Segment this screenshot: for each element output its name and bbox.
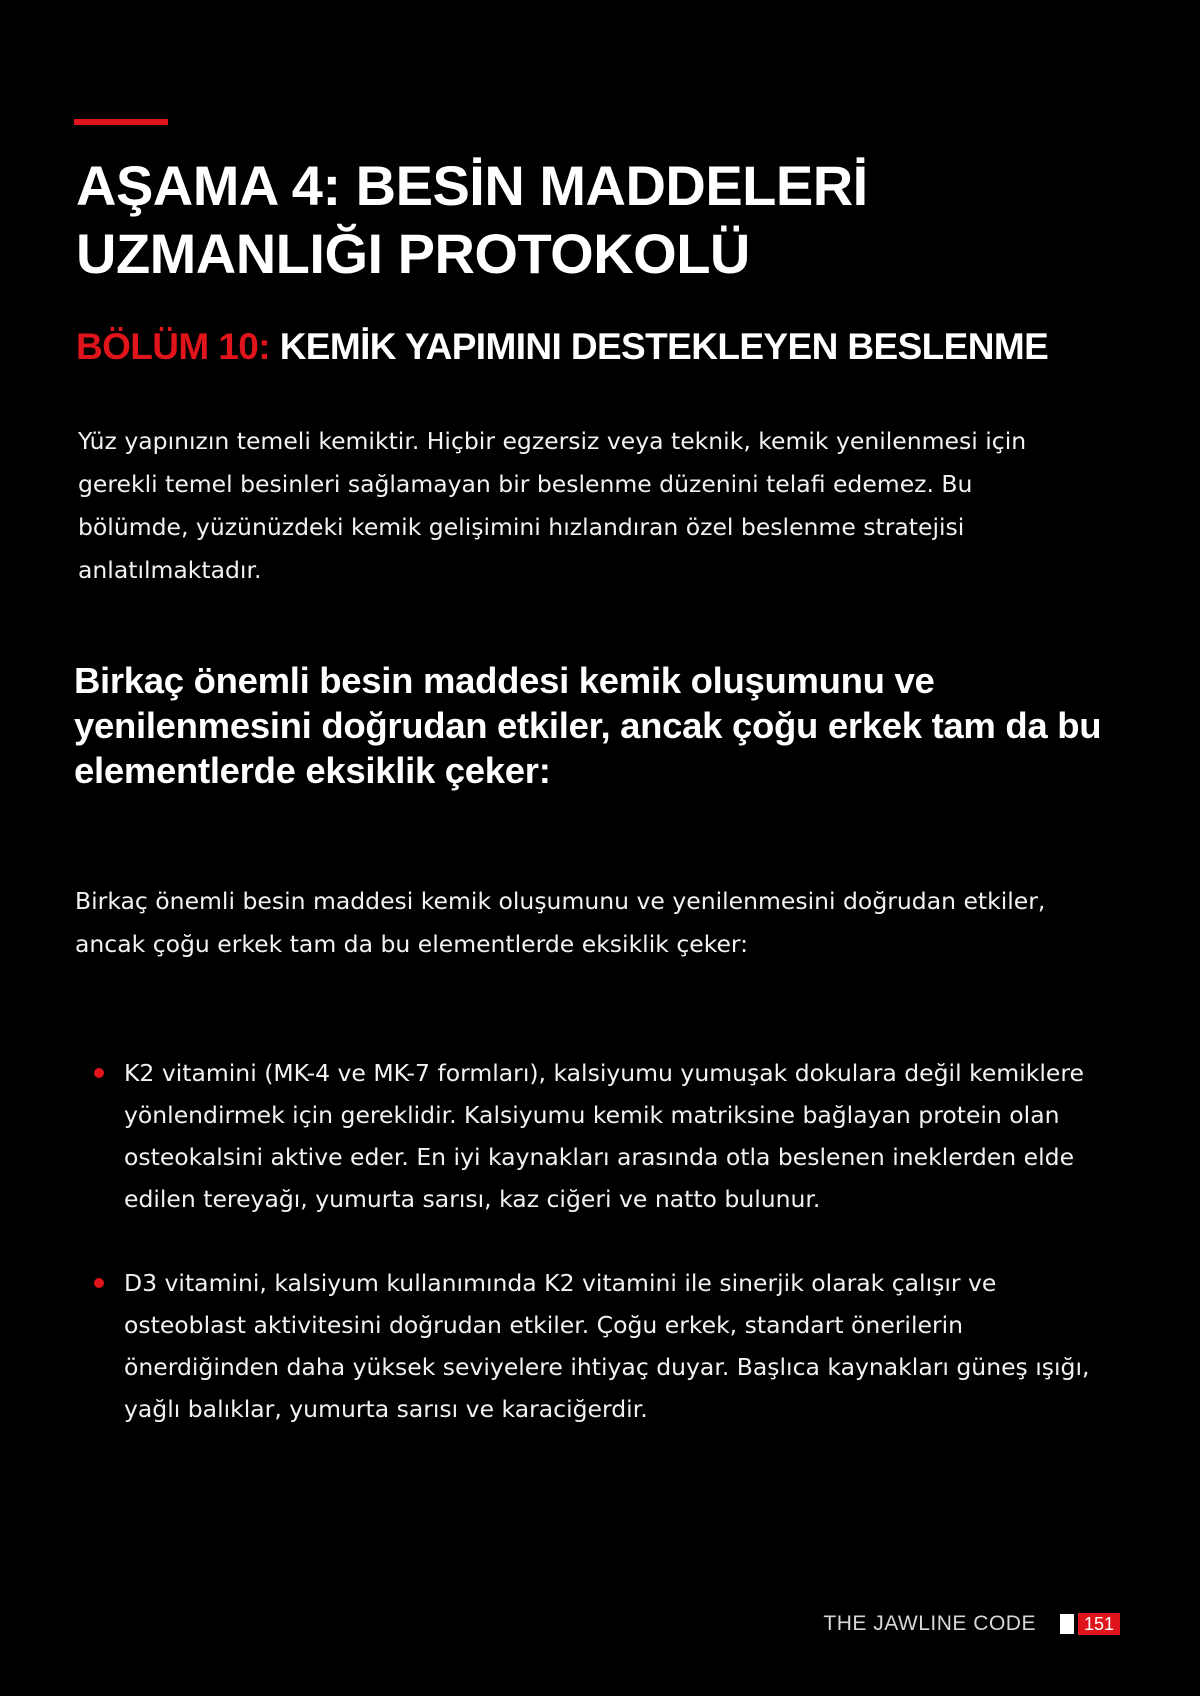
section-heading-text: KEMİK YAPIMINI DESTEKLEYEN BESLENME (279, 326, 1049, 367)
section-label: BÖLÜM 10: (76, 326, 270, 367)
intro-paragraph: Yüz yapınızın temeli kemiktir. Hiçbir egzersiz veya teknik, kemik yenilenmesi için gerekli temel besinleri sağlamayan bir beslenme düzenini telafi edemez. Bu bölümde, yüzünüzdeki kemik gelişimini hızlandıran özel beslenme stratejisi anlatılmaktadır. (78, 427, 1027, 584)
list-item (0, 1262, 1120, 1430)
page-number: 151 (1078, 1613, 1120, 1635)
footer-square-icon (1060, 1614, 1074, 1634)
section-title (76, 324, 1176, 370)
accent-bar (74, 119, 168, 125)
bullet-text: K2 vitamini (MK-4 ve MK-7 formları), kalsiyumu yumuşak dokulara değil kemiklere yönlendirmek için gereklidir. Kalsiyumu kemik matriksine bağlayan protein olan osteokalsini aktive eder. En iyi kaynakları arasında otla beslenen ineklerden elde edilen tereyağı, yumurta sarısı, kaz ciğeri ve natto bulunur. (124, 1059, 1084, 1213)
page-footer (823, 1612, 1120, 1636)
bullet-dot-icon (94, 1068, 104, 1078)
page-title-line-2: UZMANLIĞI PROTOKOLÜ (76, 222, 750, 285)
body-paragraph: Birkaç önemli besin maddesi kemik oluşumunu ve yenilenmesini doğrudan etkiler, ancak çoğu erkek tam da bu elementlerde eksiklik çeker: (75, 887, 1046, 958)
bullet-dot-icon (94, 1278, 104, 1288)
footer-brand: THE JAWLINE CODE (823, 1612, 1036, 1635)
page-title-line-1: AŞAMA 4: BESİN MADDELERİ (76, 154, 868, 217)
list-item (0, 1052, 1120, 1220)
subheading: Birkaç önemli besin maddesi kemik oluşumunu ve yenilenmesini doğrudan etkiler, ancak çoğu erkek tam da bu elementlerde eksiklik çeker: (74, 660, 1102, 791)
nutrient-bullet-list (0, 1052, 1200, 1430)
bullet-text: D3 vitamini, kalsiyum kullanımında K2 vitamini ile sinerjik olarak çalışır ve osteoblast aktivitesini doğrudan etkiler. Çoğu erkek, standart önerilerin önerdiğinden daha yüksek seviyelere ihtiyaç duyar. Başlıca kaynakları güneş ışığı, yağlı balıklar, yumurta sarısı ve karaciğerdir. (124, 1269, 1090, 1423)
page-title (76, 152, 1136, 288)
